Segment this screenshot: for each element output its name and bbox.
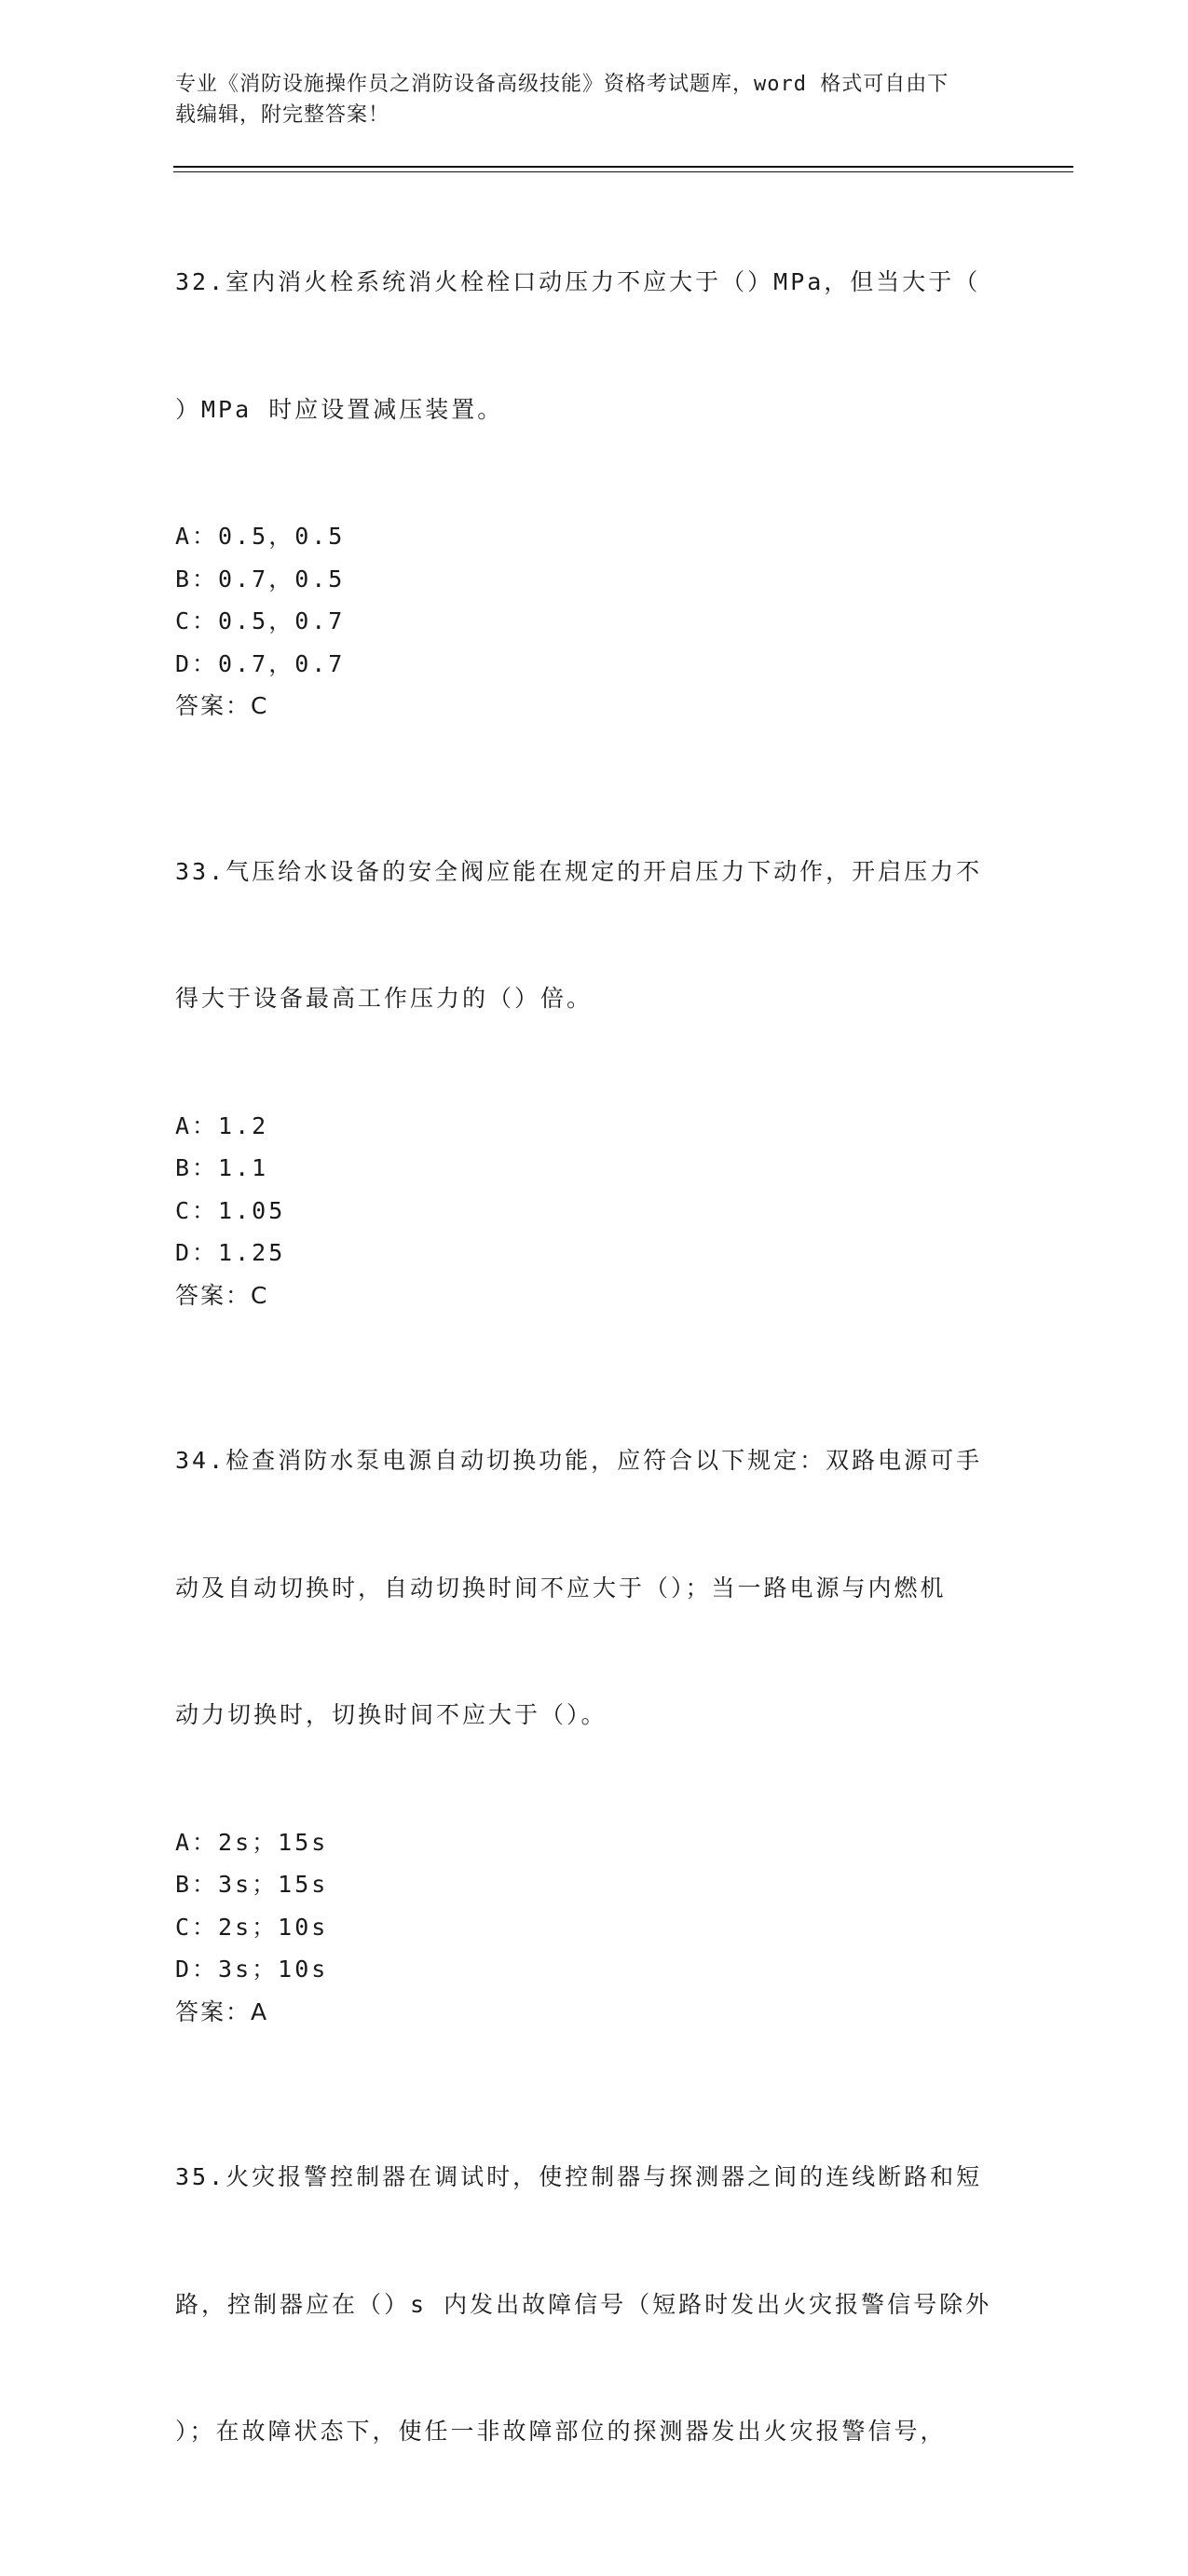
option-b: B：1.1 xyxy=(175,1154,269,1181)
option-b: B：3s；15s xyxy=(175,1871,329,1898)
question-32 xyxy=(175,176,1014,728)
header-divider-thick xyxy=(173,166,1073,168)
header-line: 专业《消防设施操作员之消防设备高级技能》资格考试题库，word 格式可自由下 xyxy=(175,73,949,96)
question-line: 动力切换时，切换时间不应大于（）。 xyxy=(175,1701,608,1728)
question-line: ）MPa 时应设置减压装置。 xyxy=(175,395,504,423)
option-c: C：2s；10s xyxy=(175,1913,329,1941)
answer: 答案：A xyxy=(175,1997,269,2025)
question-34 xyxy=(175,1355,1014,2033)
option-d: D：1.25 xyxy=(175,1239,286,1266)
question-list xyxy=(175,176,1014,2576)
answer: 答案：C xyxy=(175,1281,269,1309)
question-line: 33.气压给水设备的安全阀应能在规定的开启压力下动作，开启压力不 xyxy=(175,857,983,885)
option-d: D：0.7，0.7 xyxy=(175,649,346,677)
question-33 xyxy=(175,766,1014,1317)
header-divider-thin xyxy=(173,171,1073,172)
question-line: 32.室内消火栓系统消火栓栓口动压力不应大于（）MPa，但当大于（ xyxy=(175,268,981,295)
header-line: 载编辑，附完整答案！ xyxy=(175,103,390,127)
option-c: C：1.05 xyxy=(175,1196,286,1224)
document-header xyxy=(175,69,1014,130)
question-text xyxy=(175,176,1014,515)
question-line: 动及自动切换时，自动切换时间不应大于（）；当一路电源与内燃机 xyxy=(175,1574,947,1601)
question-text xyxy=(175,1355,1014,1821)
option-a: A：0.5，0.5 xyxy=(175,523,346,550)
question-line: 35.火灾报警控制器在调试时，使控制器与探测器之间的连线断路和短 xyxy=(175,2163,983,2190)
option-a: A：1.2 xyxy=(175,1111,269,1139)
option-b: B：0.7，0.5 xyxy=(175,565,346,593)
question-line: ）；在故障状态下，使任一非故障部位的探测器发出火灾报警信号， xyxy=(175,2418,947,2445)
option-c: C：0.5，0.7 xyxy=(175,607,346,634)
answer: 答案：C xyxy=(175,692,269,719)
question-line: 34.检查消防水泵电源自动切换功能，应符合以下规定：双路电源可手 xyxy=(175,1447,983,1474)
question-text xyxy=(175,2071,1014,2538)
question-line: 路，控制器应在（）s 内发出故障信号（短路时发出火灾报警信号除外 xyxy=(175,2290,992,2318)
question-line: 得大于设备最高工作压力的（）倍。 xyxy=(175,985,594,1012)
option-a: A：2s；15s xyxy=(175,1828,329,1856)
option-d: D：3s；10s xyxy=(175,1956,329,1983)
question-text xyxy=(175,766,1014,1105)
question-35 xyxy=(175,2071,1014,2538)
